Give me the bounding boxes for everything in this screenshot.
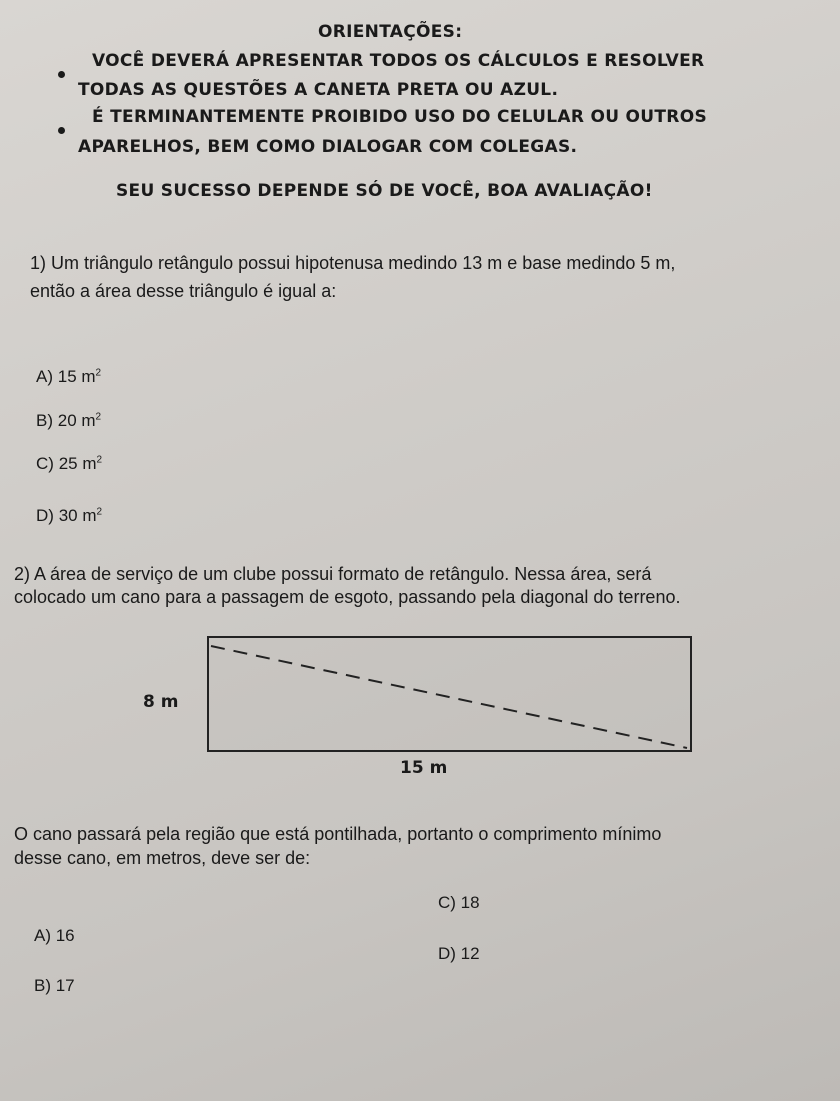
question-2-text-3: O cano passará pela região que está pontilhada, portanto o comprimento mínimo [14, 824, 662, 844]
instruction-1-line1: VOCÊ DEVERÁ APRESENTAR TODOS OS CÁLCULOS E RESOLVER [92, 51, 705, 71]
question-2-text: 2) A área de serviço de um clube possui formato de retângulo. Nessa área, será [14, 564, 652, 584]
option-c-q2: C) 18 [438, 893, 480, 912]
option-c: C) 25 $m^2$ [36, 454, 103, 473]
question-2-text-4: desse cano, em metros, deve ser de: [14, 848, 311, 868]
option-a-q2: A) 16 [34, 926, 75, 945]
height-label: 8 m [143, 692, 179, 712]
bullet-icon [58, 71, 65, 78]
rectangle-diagram [207, 636, 692, 752]
motto: SEU SUCESSO DEPENDE SÓ DE VOCÊ, BOA AVALIAÇÃO! [116, 181, 653, 201]
option-b: B) 20 $m^2$ [36, 411, 102, 430]
instruction-1-line2: TODAS AS QUESTÕES A CANETA PRETA OU AZUL. [78, 80, 559, 100]
question-1-text: 1) Um triângulo retângulo possui hipotenusa medindo 13 m e base medindo 5 m, [30, 253, 676, 273]
option-a: A) 15 $m^2$ [36, 367, 102, 386]
diagonal-dashed-line [209, 638, 690, 750]
option-d-q2: D) 12 [438, 944, 480, 963]
width-label: 15 m [400, 758, 448, 778]
bullet-icon [58, 127, 65, 134]
page-title: ORIENTAÇÕES: [318, 22, 463, 42]
instruction-2-line1: É TERMINANTEMENTE PROIBIDO USO DO CELULAR OU OUTROS [92, 107, 707, 127]
option-b-q2: B) 17 [34, 976, 75, 995]
option-d: D) 30 $m^2$ [36, 506, 103, 525]
question-2-text-2: colocado um cano para a passagem de esgoto, passando pela diagonal do terreno. [14, 587, 681, 607]
question-1-text-2: então a área desse triângulo é igual a: [30, 281, 337, 301]
instruction-2-line2: APARELHOS, BEM COMO DIALOGAR COM COLEGAS. [78, 137, 578, 157]
